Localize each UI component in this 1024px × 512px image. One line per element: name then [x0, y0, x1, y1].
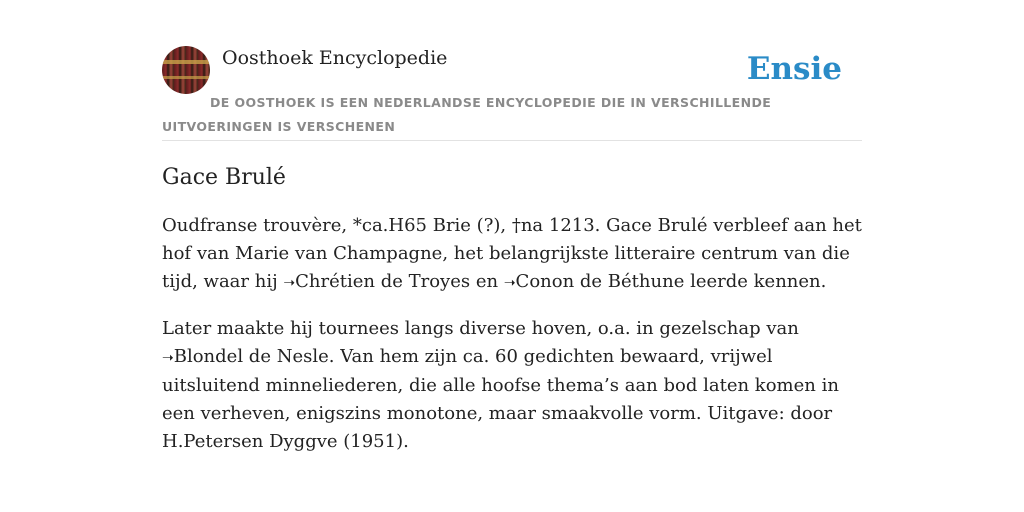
- arrow-right-icon: ➝: [503, 275, 516, 291]
- arrow-right-icon: ➝: [283, 275, 296, 291]
- link-label: Blondel de Nesle: [173, 346, 329, 367]
- article-headword: Gace Brulé: [162, 165, 286, 190]
- paragraph-text: leerde kennen.: [684, 271, 827, 292]
- paragraph-text: . Van hem zijn ca. 60 gedichten bewaard, vrijwel uitsluitend minneliederen, die alle hoofse thema’s aan bod laten komen in een verheven, enigszins monotone, maar smaakvolle vorm. Uitgave: door H.Petersen Dyggve (1951).: [162, 346, 839, 452]
- paragraph-text: Later maakte hij tournees langs diverse hoven, o.a. in gezelschap van: [162, 318, 799, 339]
- link-chretien-de-troyes[interactable]: [283, 271, 470, 292]
- encyclopedia-books-logo[interactable]: [162, 46, 210, 94]
- link-label: Conon de Béthune: [515, 271, 685, 292]
- ensie-logo[interactable]: Ensie: [746, 51, 842, 87]
- link-conon-de-bethune[interactable]: [504, 271, 685, 292]
- site-header: [162, 46, 862, 141]
- article: [162, 160, 862, 474]
- site-tagline: DE OOSTHOEK IS EEN NEDERLANDSE ENCYCLOPEDIE DIE IN VERSCHILLENDE UITVOERINGEN IS VERSCHENEN: [162, 95, 772, 134]
- paragraph-text: Oudfranse trouvère, *ca.H65 Brie (?), †na 1213. Gace Brulé verbleef aan het hof van Marie van Champagne, het belangrijkste litteraire centrum van die tijd, waar hij: [162, 215, 862, 292]
- link-blondel-de-nesle[interactable]: [162, 346, 329, 367]
- paragraph-text: en: [470, 271, 504, 292]
- link-label: Chrétien de Troyes: [295, 271, 471, 292]
- article-paragraph-1: [162, 212, 862, 297]
- site-title[interactable]: Oosthoek Encyclopedie: [222, 47, 448, 69]
- arrow-right-icon: ➝: [162, 350, 174, 366]
- article-paragraph-2: [162, 315, 862, 456]
